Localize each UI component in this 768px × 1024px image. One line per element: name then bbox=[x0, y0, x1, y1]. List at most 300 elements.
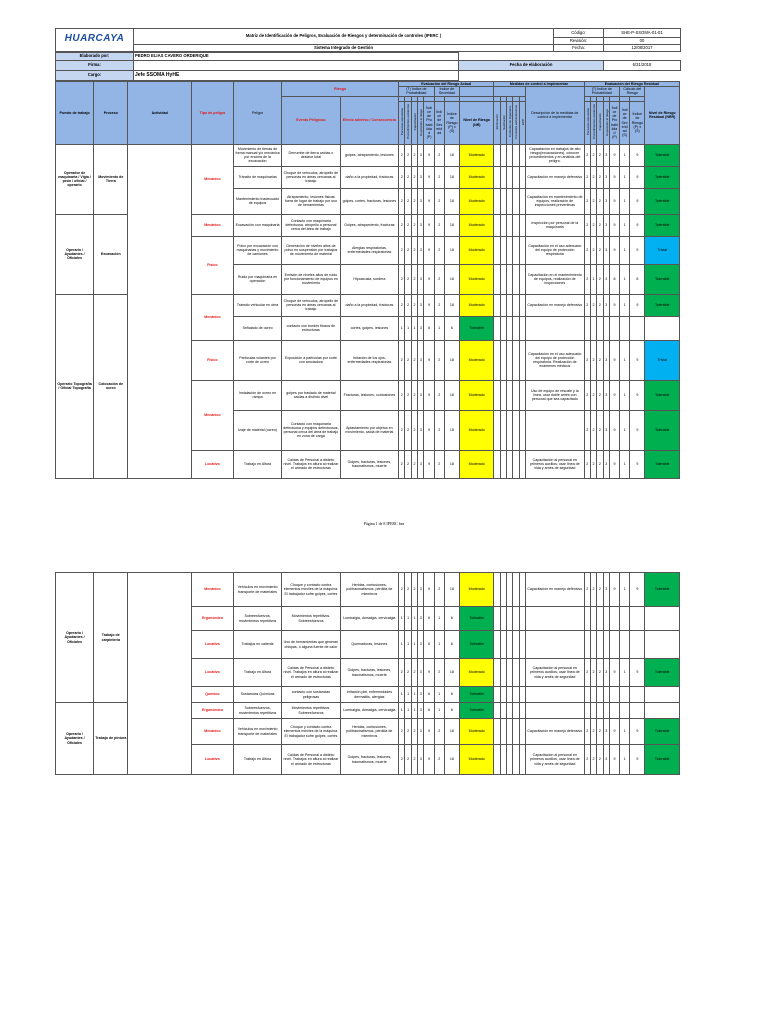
res-prob-cell: 2 bbox=[584, 340, 590, 380]
medida-desc-cell: Capacitación al personal en primeros auxilios, usar línea de vida y arnés de seguridad bbox=[526, 659, 584, 687]
medida-desc-cell: Capacitación en manejo defensivo bbox=[526, 166, 584, 188]
efecto-cell: daño a la propiedad, fracturas bbox=[340, 166, 398, 188]
res-prob-cell: 2 bbox=[590, 166, 596, 188]
ir-cell: 18 bbox=[444, 294, 459, 316]
res-is-cell: 1 bbox=[620, 188, 630, 214]
nivel-residual-cell bbox=[645, 316, 680, 340]
puesto-cell: Operario / Ayudantes / Oficiales bbox=[56, 703, 94, 775]
table-row bbox=[56, 573, 680, 607]
res-ip-cell bbox=[609, 687, 619, 703]
ip-cell: 9 bbox=[424, 264, 434, 294]
prob-cell: 2 bbox=[399, 410, 405, 450]
res-ir-cell: 9 bbox=[630, 573, 645, 607]
puesto-cell: Operador de maquinaria / Vigía / peón / oficial / operario bbox=[56, 144, 94, 214]
cargo-value: Jefe SSOMA HyHE bbox=[134, 71, 459, 81]
res-prob-cell: 3 bbox=[603, 294, 609, 316]
is-cell: 2 bbox=[434, 166, 444, 188]
res-prob-cell: 2 bbox=[584, 450, 590, 478]
tipo-cell: Físico bbox=[191, 340, 233, 380]
res-ip-cell: 9 bbox=[609, 166, 619, 188]
tipo-cell: Mecánico bbox=[191, 214, 233, 236]
efecto-cell: Quemaduras, lesiones bbox=[340, 631, 398, 659]
ir-cell: 18 bbox=[444, 264, 459, 294]
res-prob-cell: 2 bbox=[584, 236, 590, 264]
ir-cell: 18 bbox=[444, 410, 459, 450]
res-is-cell bbox=[620, 631, 630, 659]
nivel-riesgo-cell: Tolerable bbox=[460, 607, 494, 631]
res-is-cell: 1 bbox=[620, 340, 630, 380]
peligro-cell: Vehículos en movimiento transporte de materiales bbox=[233, 573, 281, 607]
res-prob-cell: 2 bbox=[590, 745, 596, 775]
col-nivel-residual: Nivel de Riesgo Residual (NRR) bbox=[645, 87, 680, 144]
proceso-cell: Trabajo de carpintería bbox=[94, 573, 128, 703]
prob-cell: 2 bbox=[399, 719, 405, 745]
medida-desc-cell: Capacitación al personal en primeros auxilios, usar línea de vida y arnés de seguridad bbox=[526, 745, 584, 775]
col-indice-sev: Índice de Severidad bbox=[434, 87, 459, 96]
tipo-cell: Mecánico bbox=[191, 719, 233, 745]
peligro-cell: Movimiento de tierras de forma manual y/o mecánica por encima de la excavación bbox=[233, 144, 281, 166]
ip-cell: 9 bbox=[424, 745, 434, 775]
ir-cell: 18 bbox=[444, 380, 459, 410]
prob-cell: 3 bbox=[418, 380, 424, 410]
res-prob-cell: 2 bbox=[597, 380, 603, 410]
nivel-riesgo-cell: Moderado bbox=[460, 573, 494, 607]
res-ir-cell: 9 bbox=[630, 214, 645, 236]
prob-cell: 3 bbox=[418, 214, 424, 236]
evento-cell: Generación de niveles altos de polvo en suspensión por trabajos de movimiento de material bbox=[282, 236, 340, 264]
evento-cell: Contacto con maquinaria defectuosa, atropello a personal cerca del área de trabajo bbox=[282, 214, 340, 236]
col-medidas: Medidas de control a implementar bbox=[494, 82, 584, 87]
document-title: Matriz de Identificación de Peligros, Evaluación de Riesgos y determinación de controles (IPERC ) bbox=[134, 29, 554, 45]
medida-desc-cell bbox=[526, 631, 584, 659]
is-cell: 2 bbox=[434, 236, 444, 264]
tipo-cell: Ergonómico bbox=[191, 607, 233, 631]
res-ip-cell bbox=[609, 703, 619, 719]
res-is-cell bbox=[620, 607, 630, 631]
prob-cell: 1 bbox=[405, 316, 411, 340]
medida-desc-cell: Capacitación en manejo defensivo bbox=[526, 719, 584, 745]
tipo-cell: Locativo bbox=[191, 659, 233, 687]
prob-cell: 1 bbox=[411, 607, 417, 631]
res-prob-cell: 2 bbox=[584, 264, 590, 294]
medida-desc-cell: Capacitación en manejo defensivo bbox=[526, 294, 584, 316]
ip-cell: 9 bbox=[424, 410, 434, 450]
elaborado-label: Elaborado por: bbox=[56, 53, 134, 61]
res-is-cell: 1 bbox=[620, 659, 630, 687]
peligro-cell: Trabajo en Altura bbox=[233, 745, 281, 775]
nivel-riesgo-cell: Moderado bbox=[460, 188, 494, 214]
is-cell: 2 bbox=[434, 410, 444, 450]
actividad-cell bbox=[128, 573, 192, 775]
company-logo: HUARCAYA bbox=[56, 29, 134, 52]
is-cell: 1 bbox=[434, 607, 444, 631]
fecha-elaboracion-value: 6/31/2018 bbox=[604, 61, 681, 71]
ip-cell: 9 bbox=[424, 236, 434, 264]
prob-cell: 1 bbox=[411, 631, 417, 659]
res-ir-cell bbox=[630, 687, 645, 703]
medida-desc-cell: Inspección por personal de la maquinaria bbox=[526, 214, 584, 236]
tipo-cell: Físico bbox=[191, 236, 233, 294]
ip-cell: 6 bbox=[424, 703, 434, 719]
peligro-cell: Sobreesfuerzos, movimientos repetitivos bbox=[233, 703, 281, 719]
efecto-cell: Aplastamiento por objetos en movimiento, caída de material bbox=[340, 410, 398, 450]
res-ip-cell: 9 bbox=[609, 236, 619, 264]
res-prob-cell: 2 bbox=[597, 214, 603, 236]
nivel-riesgo-cell: Moderado bbox=[460, 380, 494, 410]
prob-cell: 3 bbox=[418, 188, 424, 214]
efecto-cell: Golpes, atrapamiento, fracturas bbox=[340, 214, 398, 236]
nivel-residual-cell: Tolerable bbox=[645, 166, 680, 188]
res-is-cell: 1 bbox=[620, 166, 630, 188]
is-cell: 1 bbox=[434, 316, 444, 340]
tipo-cell: Mecánico bbox=[191, 144, 233, 214]
prob-cell: 2 bbox=[411, 144, 417, 166]
elaborado-value: PEDRO ELIAS CAVERO ORDERIQUE bbox=[134, 53, 459, 61]
res-prob-cell: 2 bbox=[590, 450, 596, 478]
ip-cell: 9 bbox=[424, 573, 434, 607]
res-prob-cell: 3 bbox=[603, 573, 609, 607]
res-prob-cell: 2 bbox=[584, 214, 590, 236]
prob-cell: 2 bbox=[405, 450, 411, 478]
res-prob-cell: 2 bbox=[584, 144, 590, 166]
prob-cell: 3 bbox=[418, 745, 424, 775]
res-prob-cell: 3 bbox=[603, 340, 609, 380]
res-prob-cell: 2 bbox=[584, 745, 590, 775]
evento-cell: contacto con bordes filosos de estructuras bbox=[282, 316, 340, 340]
ir-cell: 18 bbox=[444, 659, 459, 687]
ir-cell: 6 bbox=[444, 316, 459, 340]
res-is-cell: 1 bbox=[620, 144, 630, 166]
col-residual-prob: (T) Índice de Probabilidad bbox=[584, 87, 620, 96]
evento-cell: Choque y contacto contra elementos móviles de la máquina. El trabajador sufre golpes, cortes bbox=[282, 719, 340, 745]
res-prob-cell: 2 bbox=[597, 410, 603, 450]
peligro-cell: Sustancias Químicas bbox=[233, 687, 281, 703]
ir-cell: 18 bbox=[444, 214, 459, 236]
prob-cell: 2 bbox=[411, 264, 417, 294]
efecto-cell: Irritación de los ojos, enfermedades respiratorias bbox=[340, 340, 398, 380]
medida-desc-cell: Capacitación en el mantenimiento de equipos, realización de inspecciones bbox=[526, 264, 584, 294]
nivel-residual-cell: Tolerable bbox=[645, 214, 680, 236]
res-ir-cell: 9 bbox=[630, 236, 645, 264]
res-ir-cell: 9 bbox=[630, 719, 645, 745]
prob-cell: 2 bbox=[399, 214, 405, 236]
nivel-riesgo-cell: Moderado bbox=[460, 410, 494, 450]
ip-cell: 6 bbox=[424, 316, 434, 340]
prob-cell: 2 bbox=[405, 166, 411, 188]
res-prob-cell: 2 bbox=[584, 188, 590, 214]
res-prob-cell: 2 bbox=[597, 745, 603, 775]
res-is-cell bbox=[620, 316, 630, 340]
ir-cell: 18 bbox=[444, 573, 459, 607]
evento-cell: Atrapamiento, lesiones físicas fuera de lugar de trabajo por uso de herramientas bbox=[282, 188, 340, 214]
is-cell: 2 bbox=[434, 745, 444, 775]
nivel-residual-cell bbox=[645, 687, 680, 703]
prob-cell: 2 bbox=[405, 236, 411, 264]
nivel-riesgo-cell: Tolerable bbox=[460, 631, 494, 659]
nivel-residual-cell: Tolerable bbox=[645, 380, 680, 410]
res-ir-cell bbox=[630, 631, 645, 659]
prob-cell: 2 bbox=[405, 144, 411, 166]
res-ip-cell: 9 bbox=[609, 745, 619, 775]
res-is-cell: 1 bbox=[620, 450, 630, 478]
res-ir-cell: 9 bbox=[630, 410, 645, 450]
col-sub-prob-label: Exposición al riesgo bbox=[419, 108, 424, 136]
col-ctrl-blank bbox=[494, 87, 526, 96]
res-ir-cell: 9 bbox=[630, 659, 645, 687]
nivel-riesgo-cell: Tolerable bbox=[460, 687, 494, 703]
evento-cell: Movimientos repetitivos. Sobreesfuerzos bbox=[282, 607, 340, 631]
ip-cell: 9 bbox=[424, 166, 434, 188]
medida-desc-cell: Uso de equipo de rescate y la línea, usar doble arnés con personal que sea capacitado bbox=[526, 380, 584, 410]
col-proceso: Proceso bbox=[94, 82, 128, 145]
res-ip-cell: 9 bbox=[609, 294, 619, 316]
peligro-cell: Tránsito de maquinarias bbox=[233, 166, 281, 188]
res-is-cell: 1 bbox=[620, 719, 630, 745]
peligro-cell: Polvo por excavación con maquinarias y movimiento de camiones bbox=[233, 236, 281, 264]
nivel-riesgo-cell: Moderado bbox=[460, 166, 494, 188]
col-sub-ctrl-label: EPP bbox=[520, 119, 525, 126]
tipo-cell: Mecánico bbox=[191, 380, 233, 450]
res-prob-cell: 2 bbox=[584, 294, 590, 316]
prob-cell: 3 bbox=[418, 340, 424, 380]
efecto-cell: Heridas, contusiones, politraumatismos, pérdida de miembros bbox=[340, 573, 398, 607]
prob-cell: 2 bbox=[411, 214, 417, 236]
col-sub-prob-label: Personas expuestas bbox=[400, 108, 405, 136]
col-evento: Evento Peligroso bbox=[282, 96, 340, 144]
col-sub-ctrl bbox=[513, 101, 519, 144]
res-prob-cell: 2 bbox=[584, 380, 590, 410]
prob-cell: 3 bbox=[418, 659, 424, 687]
nivel-residual-cell: Trivial bbox=[645, 236, 680, 264]
res-prob-cell: 3 bbox=[603, 214, 609, 236]
col-sub-ctrl-label: Sustitución bbox=[501, 114, 506, 130]
res-prob-cell: 3 bbox=[603, 410, 609, 450]
is-cell: 2 bbox=[434, 294, 444, 316]
res-ir-cell: 9 bbox=[630, 294, 645, 316]
res-ir-cell: 9 bbox=[630, 745, 645, 775]
efecto-cell: Alergias respiratorias, enfermedades respiratorias bbox=[340, 236, 398, 264]
nivel-residual-cell: Trivial bbox=[645, 340, 680, 380]
efecto-cell: Golpes, fracturas, lesiones, traumatismos, muerte bbox=[340, 450, 398, 478]
nivel-residual-cell: Tolerable bbox=[645, 745, 680, 775]
ip-cell: 6 bbox=[424, 687, 434, 703]
medida-desc-cell: Capacitación al personal en primeros auxilios, usar línea de vida y arnés de seguridad bbox=[526, 450, 584, 478]
ir-cell: 18 bbox=[444, 340, 459, 380]
evento-cell: contacto con sustancias peligrosas bbox=[282, 687, 340, 703]
col-res-ind-p: Índice de Probabilidad (P) bbox=[609, 101, 619, 144]
ir-cell: 18 bbox=[444, 166, 459, 188]
prob-cell: 2 bbox=[405, 410, 411, 450]
efecto-cell: Golpes, fracturas, lesiones, traumatismos, muerte bbox=[340, 659, 398, 687]
evento-cell: Caídas de Personal a distinto nivel. Trabajos en altura al realizar el armado de estructuras bbox=[282, 659, 340, 687]
res-prob-cell: 2 bbox=[597, 236, 603, 264]
res-prob-cell: 2 bbox=[584, 166, 590, 188]
prob-cell: 3 bbox=[418, 687, 424, 703]
ir-cell: 18 bbox=[444, 188, 459, 214]
prob-cell: 2 bbox=[399, 573, 405, 607]
puesto-cell: Operario / Ayudantes / Oficiales bbox=[56, 214, 94, 294]
revision-label: Revisión: bbox=[554, 38, 604, 45]
res-prob-cell: 2 bbox=[597, 450, 603, 478]
col-eval-residual: Evaluación del Riesgo Residual bbox=[584, 82, 679, 87]
res-ir-cell: 9 bbox=[630, 380, 645, 410]
res-ir-cell bbox=[630, 316, 645, 340]
author-table bbox=[55, 52, 681, 81]
efecto-cell: Heridas, contusiones, politraumatismos, pérdida de miembros bbox=[340, 719, 398, 745]
peligro-cell: Izaje de material (ocreo) bbox=[233, 410, 281, 450]
prob-cell: 3 bbox=[418, 166, 424, 188]
prob-cell: 2 bbox=[399, 450, 405, 478]
is-cell: 1 bbox=[434, 703, 444, 719]
prob-cell: 1 bbox=[411, 687, 417, 703]
prob-cell: 2 bbox=[399, 294, 405, 316]
ip-cell: 9 bbox=[424, 719, 434, 745]
peligro-cell: Señalado de ocreo bbox=[233, 316, 281, 340]
efecto-cell: Lumbalgia, dorsalgia, cervicalgia bbox=[340, 703, 398, 719]
efecto-cell: Hipoacusia, sordera bbox=[340, 264, 398, 294]
ir-cell: 6 bbox=[444, 607, 459, 631]
medida-desc-cell bbox=[526, 410, 584, 450]
res-is-cell: 1 bbox=[620, 236, 630, 264]
col-indice-prob: (T) Índice de Probabilidad bbox=[399, 87, 435, 96]
ip-cell: 9 bbox=[424, 294, 434, 316]
res-ip-cell: 8 bbox=[609, 264, 619, 294]
res-ir-cell: 8 bbox=[630, 264, 645, 294]
header-table bbox=[55, 28, 681, 52]
res-ip-cell: 9 bbox=[609, 144, 619, 166]
codigo-label: Código: bbox=[554, 29, 604, 38]
evento-cell: Choque de vehículos, atropello de personas en áreas cercanas al trabajo bbox=[282, 166, 340, 188]
efecto-cell: Irritación piel, enfermedades dermatitis, alergias bbox=[340, 687, 398, 703]
res-prob-cell: 2 bbox=[597, 264, 603, 294]
nivel-residual-cell: Tolerable bbox=[645, 450, 680, 478]
prob-cell: 2 bbox=[405, 294, 411, 316]
res-prob-cell: 3 bbox=[603, 236, 609, 264]
nivel-riesgo-cell: Tolerable bbox=[460, 703, 494, 719]
res-prob-cell: 2 bbox=[584, 410, 590, 450]
prob-cell: 2 bbox=[405, 380, 411, 410]
prob-cell: 1 bbox=[399, 316, 405, 340]
prob-cell: 3 bbox=[418, 703, 424, 719]
prob-cell: 3 bbox=[418, 573, 424, 607]
prob-cell: 2 bbox=[405, 745, 411, 775]
nivel-riesgo-cell: Moderado bbox=[460, 264, 494, 294]
medida-desc-cell bbox=[526, 316, 584, 340]
prob-cell: 2 bbox=[405, 659, 411, 687]
nivel-riesgo-cell: Moderado bbox=[460, 144, 494, 166]
efecto-cell: daño a la propiedad, fracturas bbox=[340, 294, 398, 316]
res-prob-cell: 2 bbox=[590, 340, 596, 380]
res-prob-cell: 2 bbox=[590, 144, 596, 166]
prob-cell: 1 bbox=[399, 703, 405, 719]
res-ir-cell: 9 bbox=[630, 340, 645, 380]
prob-cell: 2 bbox=[411, 573, 417, 607]
prob-cell: 3 bbox=[418, 719, 424, 745]
prob-cell: 3 bbox=[418, 144, 424, 166]
ip-cell: 9 bbox=[424, 659, 434, 687]
prob-cell: 3 bbox=[418, 631, 424, 659]
ir-cell: 18 bbox=[444, 236, 459, 264]
nivel-residual-cell bbox=[645, 607, 680, 631]
medida-desc-cell bbox=[526, 703, 584, 719]
proceso-cell: Excavación bbox=[94, 214, 128, 294]
tipo-cell: Ergonómico bbox=[191, 703, 233, 719]
efecto-cell: Lumbalgia, dorsalgia, cervicalgia bbox=[340, 607, 398, 631]
prob-cell: 2 bbox=[405, 188, 411, 214]
res-ir-cell: 9 bbox=[630, 144, 645, 166]
nivel-riesgo-cell: Moderado bbox=[460, 719, 494, 745]
res-prob-cell: 3 bbox=[603, 380, 609, 410]
efecto-cell: Golpes, fracturas, lesiones, traumatismos, muerte bbox=[340, 745, 398, 775]
nivel-residual-cell: Tolerable bbox=[645, 719, 680, 745]
prob-cell: 1 bbox=[405, 607, 411, 631]
iperc-table-page-1 bbox=[55, 81, 680, 479]
tipo-cell: Mecánico bbox=[191, 573, 233, 607]
medida-desc-cell: Capacitación en manejo defensivo bbox=[526, 573, 584, 607]
is-cell: 1 bbox=[434, 687, 444, 703]
res-ip-cell: 9 bbox=[609, 214, 619, 236]
res-prob-cell: 2 bbox=[590, 410, 596, 450]
ip-cell: 9 bbox=[424, 214, 434, 236]
prob-cell: 2 bbox=[411, 719, 417, 745]
evento-cell: Derrumbe de tierra caídas o deslave total bbox=[282, 144, 340, 166]
res-ip-cell bbox=[609, 631, 619, 659]
prob-cell: 2 bbox=[405, 573, 411, 607]
table-row bbox=[56, 144, 680, 166]
page-1 bbox=[55, 28, 680, 479]
col-res-sub-prob-label: Exposición al riesgo bbox=[604, 108, 609, 136]
proceso-cell: Movimiento de Tierra bbox=[94, 144, 128, 214]
nivel-residual-cell: Tolerable bbox=[645, 188, 680, 214]
nivel-riesgo-cell: Moderado bbox=[460, 294, 494, 316]
col-sub-prob-label: Procedimientos existentes bbox=[406, 104, 411, 140]
prob-cell: 2 bbox=[405, 340, 411, 380]
prob-cell: 1 bbox=[405, 631, 411, 659]
tipo-cell: Locativo bbox=[191, 631, 233, 659]
res-ir-cell: 9 bbox=[630, 188, 645, 214]
is-cell: 2 bbox=[434, 264, 444, 294]
ir-cell: 18 bbox=[444, 450, 459, 478]
res-prob-cell: 2 bbox=[597, 719, 603, 745]
res-ip-cell: 9 bbox=[609, 188, 619, 214]
proceso-cell: Trabajo de pintura bbox=[94, 703, 128, 775]
ip-cell: 9 bbox=[424, 188, 434, 214]
res-prob-cell: 2 bbox=[590, 573, 596, 607]
col-sub-ctrl-label: Eliminación bbox=[495, 114, 500, 130]
col-sub-prob-label: Capacitación bbox=[412, 113, 417, 131]
prob-cell: 2 bbox=[399, 188, 405, 214]
efecto-cell: golpes, cortes, fracturas, lesiones bbox=[340, 188, 398, 214]
res-is-cell bbox=[620, 703, 630, 719]
col-res-sub-prob-label: Personas expuestas bbox=[585, 108, 590, 136]
peligro-cell: Excavación con maquinaria bbox=[233, 214, 281, 236]
res-ip-cell: 9 bbox=[609, 380, 619, 410]
firma-label: Firma: bbox=[56, 61, 134, 71]
nivel-riesgo-cell: Moderado bbox=[460, 450, 494, 478]
col-calc-residual: Cálculo del Riesgo bbox=[620, 87, 645, 96]
ir-cell: 6 bbox=[444, 703, 459, 719]
evento-cell: golpes por traslado de material caídas a distinto nivel bbox=[282, 380, 340, 410]
col-ir: Índice de Riesgo (P) x (S) bbox=[444, 101, 459, 144]
res-prob-cell: 2 bbox=[597, 659, 603, 687]
col-efecto: Efecto adverso / Consecuencia bbox=[340, 96, 398, 144]
medida-desc-cell bbox=[526, 687, 584, 703]
tipo-cell: Locativo bbox=[191, 745, 233, 775]
res-is-cell: 1 bbox=[620, 264, 630, 294]
medida-desc-cell: Capacitación en trabajos de alto riesgo(excavaciones), conocer procedimientos y en análisis del peligro. bbox=[526, 144, 584, 166]
cargo-label: Cargo: bbox=[56, 71, 134, 81]
firma-value bbox=[134, 61, 459, 71]
